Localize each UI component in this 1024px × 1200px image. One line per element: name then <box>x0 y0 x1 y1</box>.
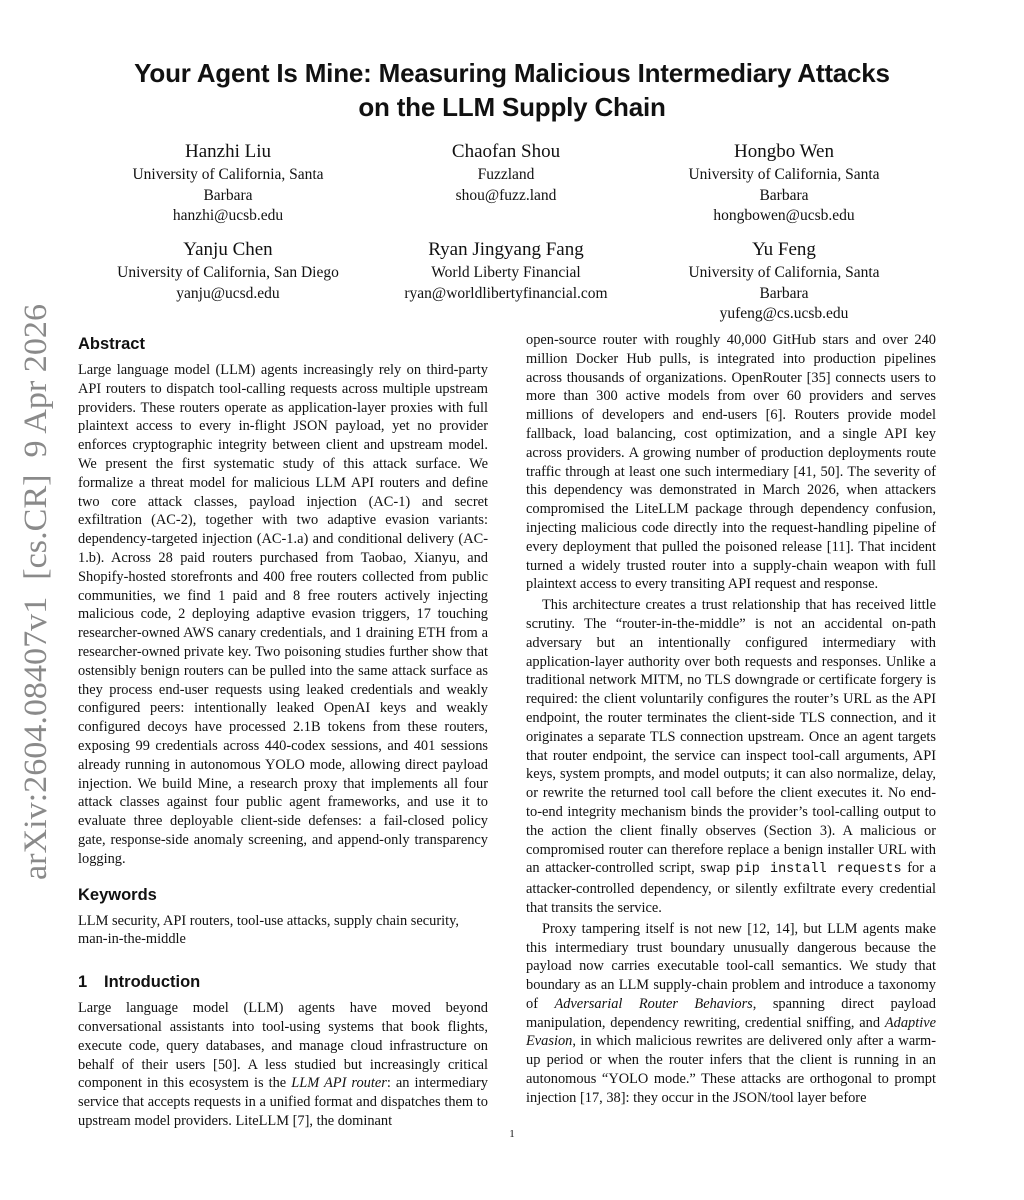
section-number: 1 <box>78 973 88 992</box>
keywords-text: LLM security, API routers, tool-use attacks, supply chain security, man-in-the-middle <box>78 912 459 948</box>
author-affiliation: University of California, San Diego <box>117 264 339 281</box>
author-affiliation: Fuzzland <box>477 166 535 183</box>
author-block <box>634 140 934 227</box>
intro-paragraph <box>78 999 488 1131</box>
abstract-heading: Abstract <box>78 335 145 353</box>
author-affiliation: Barbara <box>759 186 809 204</box>
author-name: Ryan Jingyang Fang <box>428 239 584 260</box>
author-email[interactable]: yufeng@cs.ucsb.edu <box>719 305 849 322</box>
inline-code: pip install requests <box>735 862 902 878</box>
arxiv-identifier: arXiv:2604.08407v1 [cs.CR] 9 Apr 2026 <box>18 322 54 880</box>
text-run: : an intermediary service that accepts requests in a unified format and dispatches them to upstream model providers. LiteLLM [7], the dominant <box>78 1075 489 1129</box>
author-email[interactable]: hanzhi@ucsb.edu <box>172 207 284 224</box>
body-paragraph <box>526 596 936 918</box>
text-run: This architecture creates a trust relationship that has received little scrutiny. The “router-in-the-middle” is not an accidental on-path adversary but an intentionally configured intermediary with application-layer authority over both requests and responses. Unlike a traditional network MITM, no TLS downgrade or certificate forgery is required: the client voluntarily configures the router’s URL as the API endpoint, the router terminates the client-side TLS connection, and it originates a separate TLS connection upstream. Once an agent targets that router endpoint, the service can inspect tool-call arguments, API keys, system prompts, and model outputs; it can also normalize, delay, or rewrite the returned tool call before the client executes it. No end-to-end integrity mechanism binds the provider’s tool-calling output to the action the client finally observes (Section 3). A malicious or compromised router can therefore replace a benign installer URL with an attacker-controlled script, swap <box>526 597 936 877</box>
author-email[interactable]: shou@fuzz.land <box>455 186 557 204</box>
author-name: Hongbo Wen <box>734 141 834 162</box>
text-run: Proxy tampering itself is not new [12, 14], but LLM agents make this intermediary trust boundary unusually dangerous because the payload now carries executable tool-call semantics. We study that boundary as an LLM supply-chain problem and introduce a taxonomy of <box>526 920 936 1012</box>
title-line-2: on the LLM Supply Chain <box>358 92 666 122</box>
author-affiliation: Barbara <box>759 284 809 302</box>
author-block <box>78 140 378 227</box>
body-paragraph <box>526 920 936 1108</box>
author-affiliation: Barbara <box>203 186 253 204</box>
author-affiliation: University of California, Santa <box>132 166 324 183</box>
author-affiliation: World Liberty Financial <box>431 264 581 281</box>
abstract-text: Large language model (LLM) agents increasingly rely on third-party API routers to dispatch tool-calling requests across multiple upstream providers. These routers operate as application-layer proxies with full plaintext access to every in-flight JSON payload, yet no provider enforces cryptographic integrity between client and upstream model. We present the first systematic study of this attack surface. We formalize a threat model for malicious LLM API routers and define two core attack classes, payload injection (AC-1) and secret exfiltration (AC-2), together with two adaptive evasion variants: dependency-targeted injection (AC-1.a) and conditional delivery (AC-1.b). Across 28 paid routers purchased from Taobao, Xianyu, and Shopify-hosted storefronts and 400 free routers collected from public communities, we find 1 paid and 8 free routers actively injecting malicious code, 2 deploying adaptive evasion triggers, 17 touching researcher-owned AWS canary credentials, and 1 draining ETH from a researcher-owned private key. Two poisoning studies further show that ostensibly benign routers can be pulled into the same attack surface as they process end-user requests using leaked credentials and weakly configured peers: intentionally leaked OpenAI keys and weakly configured decoys have processed 2.1B tokens from these routers, exposing 99 credentials across 440-codex sessions, and 401 sessions already running in autonomous YOLO mode, allowing direct payload injection. We build Mine, a research proxy that implements all four attack classes against four public agent frameworks, and use it to evaluate three deployable client-side defenses: a fail-closed policy gate, response-side anomaly screening, and append-only transparency logging. <box>78 362 488 867</box>
title-line-1: Your Agent Is Mine: Measuring Malicious Intermediary Attacks <box>134 58 890 88</box>
emphasis: Adversarial Router Behaviors <box>554 995 753 1012</box>
page-number: 1 <box>509 1128 515 1140</box>
author-affiliation: University of California, Santa <box>688 264 880 281</box>
author-email[interactable]: yanju@ucsd.edu <box>176 284 280 302</box>
author-name: Chaofan Shou <box>451 141 561 162</box>
keywords-heading: Keywords <box>78 885 157 904</box>
text-run: for a attacker-controlled dependency, or silently exfiltrate every credential that transits the service. <box>526 860 936 916</box>
text-run: , in which malicious rewrites are delivered only after a warm-up period or when the router infers that the client is running in an autonomous “YOLO mode.” These attacks are orthogonal to prompt injection [17, 38]: they occur in the JSON/tool layer before <box>526 1033 936 1106</box>
text-run: , spanning direct payload manipulation, dependency rewriting, credential sniffing, and <box>526 995 936 1031</box>
author-block <box>356 140 656 206</box>
emphasis: Adaptive Evasion <box>526 1014 936 1050</box>
author-name: Yanju Chen <box>183 239 273 260</box>
emphasis: LLM API router <box>291 1075 387 1092</box>
author-name: Hanzhi Liu <box>184 141 271 162</box>
text-run: Large language model (LLM) agents have moved beyond conversational assistants into tool-using systems that book flights, execute code, query databases, and manage cloud infrastructure on behalf of their users [50]. A less studied but increasingly critical component in this ecosystem is the <box>78 1000 488 1092</box>
paper-title <box>60 56 964 124</box>
body-paragraph: open-source router with roughly 40,000 GitHub stars and over 240 million Docker Hub pulls, is integrated into production pipelines across thousands of organizations. OpenRouter [35] connects users to more than 300 active models from over 60 providers and serves millions of developers and end-users [6]. Routers provide model fallback, load balancing, cost optimization, and a single API key across providers. A growing number of production deployments route traffic through at least one such intermediary [41, 50]. The severity of this dependency was demonstrated in March 2026, when attackers compromised the LiteLLM package through dependency confusion, injecting malicious code directly into the request-handling pipeline of every deployment that pulled the poisoned release [11]. That incident turned a widely trusted router into a supply-chain weapon with full plaintext access to every transiting API request and response. <box>526 332 936 593</box>
author-block <box>634 238 934 325</box>
author-email[interactable]: hongbowen@ucsb.edu <box>713 207 855 224</box>
author-block <box>78 238 378 304</box>
author-name: Yu Feng <box>752 239 816 260</box>
author-email[interactable]: ryan@worldlibertyfinancial.com <box>404 284 608 302</box>
right-column <box>526 331 936 1108</box>
arxiv-stamp <box>2 300 70 880</box>
author-block <box>356 238 656 304</box>
author-affiliation: University of California, Santa <box>688 166 880 183</box>
section-heading-introduction <box>78 971 488 993</box>
section-title: Introduction <box>104 973 201 992</box>
left-column <box>78 333 488 1131</box>
